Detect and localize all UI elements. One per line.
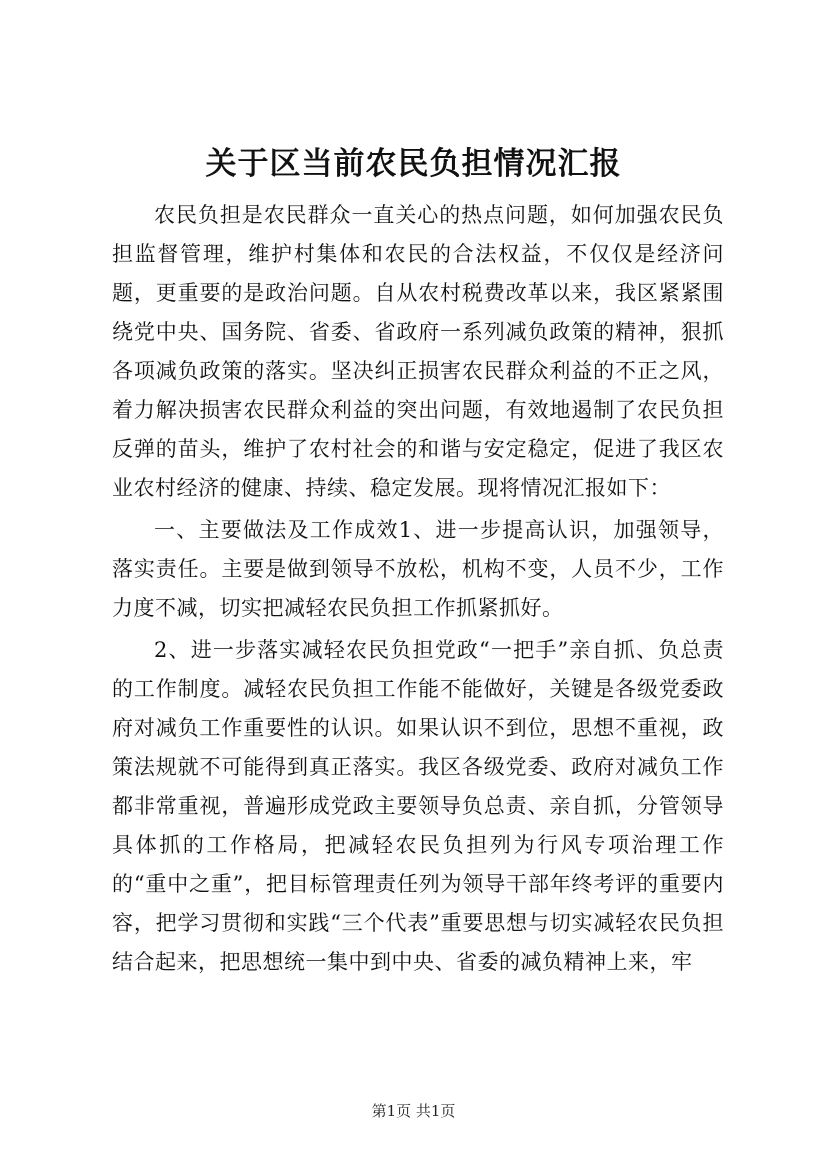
paragraph-section-2: 2、进一步落实减轻农民负担党政“一把手”亲自抓、负总责的工作制度。减轻农民负担工作能不能做好，关键是各级党委政府对减负工作重要性的认识。如果认识不到位，思想不重视，政策法规就不可能得到真正落实。我区各级党委、政府对减负工作都非常重视，普遍形成党政主要领导负总责、亲自抓，分管领导具体抓的工作格局，把减轻农民负担列为行风专项治理工作的“重中之重”，把目标管理责任列为领导干部年终考评的重要内容，把学习贯彻和实践“三个代表”重要思想与切实减轻农民负担结合起来，把思想统一集中到中央、省委的减负精神上来，牢 — [112, 638, 724, 974]
paragraph-section-1: 一、主要做法及工作成效1、进一步提高认识，加强领导，落实责任。主要是做到领导不放松，机构不变，人员不少，工作力度不减，切实把减轻农民负担工作抓紧抓好。 — [112, 518, 724, 620]
document-body — [112, 196, 724, 982]
page-footer: 第1页 共1页 — [371, 1102, 456, 1120]
document-title: 关于区当前农民负担情况汇报 — [205, 146, 622, 182]
paragraph-intro: 农民负担是农民群众一直关心的热点问题，如何加强农民负担监督管理，维护村集体和农民的合法权益，不仅仅是经济问题，更重要的是政治问题。自从农村税费改革以来，我区紧紧围绕党中央、国务院、省委、省政府一系列减负政策的精神，狠抓各项减负政策的落实。坚决纠正损害农民群众利益的不正之风，着力解决损害农民群众利益的突出问题，有效地遏制了农民负担反弹的苗头，维护了农村社会的和谐与安定稳定，促进了我区农业农村经济的健康、持续、稳定发展。现将情况汇报如下： — [112, 203, 724, 500]
